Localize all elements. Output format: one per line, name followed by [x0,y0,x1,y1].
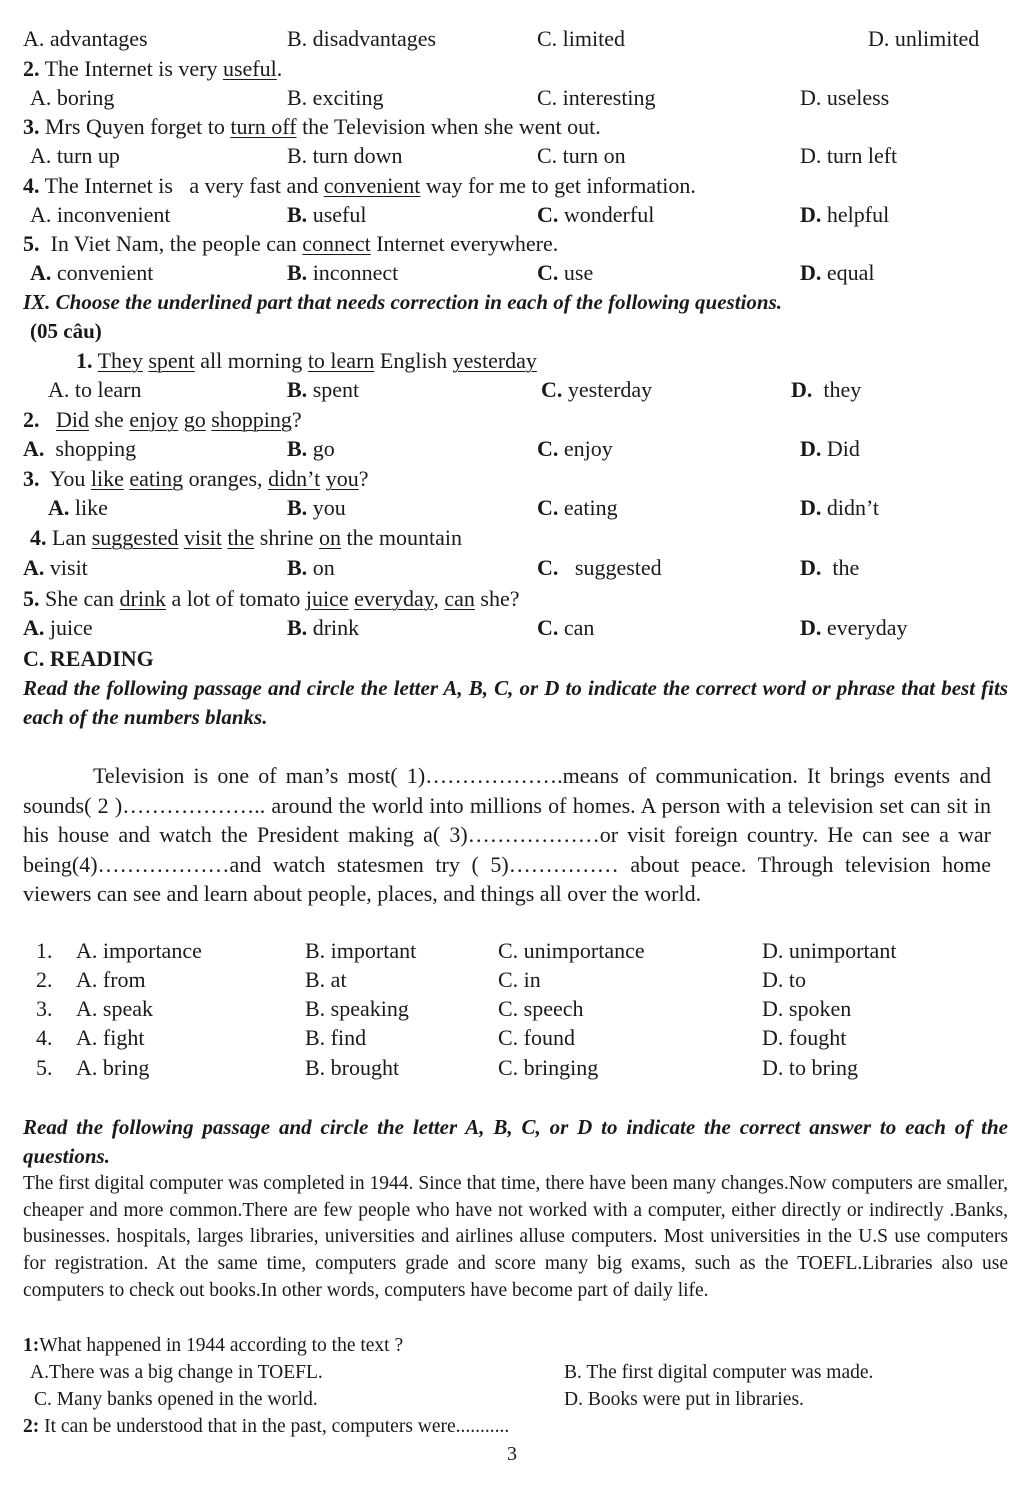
option-text: juice [44,615,93,640]
underlined-word: suggested [91,525,179,550]
q1-option-b: B. The first digital computer was made. [564,1362,874,1383]
option-letter: B. [287,495,308,520]
option-text: drink [307,615,360,640]
option-letter: A. [30,260,52,285]
option-d [800,259,875,287]
cloze-number: 5. [36,1055,53,1080]
option-letter: B. [287,202,308,227]
option-a: A. advantages [23,26,148,51]
option-letter: D. [800,202,822,227]
underlined-word: like [90,466,124,491]
stem-text: She can [39,586,120,611]
question-number: 2. [23,407,40,432]
option-d: D. turn left [800,143,898,168]
option-c [537,614,594,642]
underlined-word: Did [56,407,89,432]
option-d [800,201,889,229]
passage-2: The first digital computer was completed in 1944. Since that time, there have been many changes.Now computers are smaller, cheaper and more common.There are few people who have not worked with a computer, either directly or indirectly .Banks, businesses. hospitals, larges libraries, universities and airlines alluse computers. Most universities in the U.S use computers for registration. At the same time, computers grade and score many big exams, such as the TOEFL.Libraries also use computers to check out books.In other words, computers have become part of daily life. [23,1173,1008,1301]
stem-text: Internet everywhere. [370,231,559,256]
option-c: C. interesting [537,85,656,110]
option-d: D. unlimited [868,26,980,51]
option-a [23,435,136,463]
option-letter: D. [800,436,822,461]
underlined-word: visit [183,525,222,550]
underlined-word: you [325,466,359,491]
section-9-heading: IX. Choose the underlined part that needs correction in each of the following questions. [23,290,783,314]
option-letter: B. [287,377,308,402]
stem-text: oranges, [183,466,269,491]
stem-text: English [374,348,453,373]
option-letter: B. [287,555,308,580]
option-letter: D. [791,377,813,402]
stem-text [40,407,57,432]
option-b [287,554,335,582]
underlined-word: useful [222,56,277,81]
option-letter: C. [537,202,559,227]
underlined-word: shopping [211,407,292,432]
option-a: A. bring [76,1055,150,1080]
option-b [287,435,335,463]
question-stem [23,172,696,200]
option-b [287,376,359,404]
cloze-number: 4. [36,1025,53,1050]
stem-text: the Television when she went out. [296,114,601,139]
option-a [48,494,108,522]
stem-text: The Internet is a very fast and [39,173,324,198]
option-a: A. turn up [30,143,120,168]
option-text: Did [821,436,860,461]
option-letter: B. [287,436,308,461]
option-text: wonderful [558,202,655,227]
option-text: shopping [44,436,137,461]
stem-text: Lan [46,525,92,550]
option-c: C. bringing [498,1055,599,1080]
question-number: 4. [30,525,47,550]
question-stem [23,113,601,141]
question-number: 2. [23,56,40,81]
option-letter: D. [800,260,822,285]
stem-text: she? [474,586,520,611]
stem-text: the mountain [341,525,463,550]
option-text: go [307,436,335,461]
option-b: B. exciting [287,85,384,110]
option-letter: B. [287,260,308,285]
option-b [287,494,346,522]
underlined-word: yesterday [452,348,537,373]
option-d: D. to [762,967,806,992]
option-text: spent [307,377,360,402]
underlined-word: eating [129,466,184,491]
cloze-number: 3. [36,996,53,1021]
option-text: use [558,260,594,285]
option-a: A. boring [30,85,115,110]
option-a: A. from [76,967,146,992]
option-letter: A. [23,436,45,461]
stem-text: way for me to get information. [420,173,696,198]
option-b: B. important [305,938,417,963]
option-a: A. fight [76,1025,145,1050]
option-text: didn’t [821,495,880,520]
option-letter: C. [537,555,559,580]
underlined-word: on [319,525,342,550]
underlined-word: turn off [230,114,297,139]
option-letter: A. [23,615,45,640]
option-a: A. importance [76,938,202,963]
option-c [541,376,652,404]
option-text: on [307,555,335,580]
option-letter: D. [800,495,822,520]
option-b [287,259,398,287]
underlined-word: They [97,348,143,373]
option-c [537,435,613,463]
option-text: everyday [821,615,908,640]
cloze-number: 1. [36,938,53,963]
option-c [537,494,618,522]
option-d [800,494,879,522]
stem-text: ? [358,466,369,491]
option-text: suggested [558,555,662,580]
underlined-word: didn’t [268,466,321,491]
option-a: A. speak [76,996,153,1021]
stem-text: all morning [194,348,308,373]
question-stem [23,55,282,83]
underlined-word: juice [305,586,349,611]
option-c: C. unimportance [498,938,645,963]
option-c [537,201,654,229]
option-a [23,614,93,642]
stem-text: she [89,407,130,432]
underlined-word: everyday [354,586,434,611]
underlined-word: can [444,586,475,611]
stem-text: ? [291,407,302,432]
stem-text: a lot of tomato [165,586,306,611]
option-letter: D. [800,555,822,580]
question-1-text: What happened in 1944 according to the text ? [39,1335,404,1356]
question-2-text: It can be understood that in the past, computers were........... [39,1416,510,1437]
option-letter: A. [48,495,70,520]
question-1 [23,1333,403,1359]
option-c: C. in [498,967,541,992]
option-letter: B. [287,615,308,640]
option-c: C. turn on [537,143,626,168]
page-number: 3 [507,1443,517,1465]
option-text: enjoy [558,436,613,461]
option-c: C. limited [537,26,625,51]
option-text: equal [821,260,875,285]
option-c [537,259,593,287]
question-stem [23,406,302,434]
question-stem [23,465,368,493]
underlined-word: connect [302,231,371,256]
reading-heading: C. READING [23,646,154,671]
q1-option-a: A.There was a big change in TOEFL. [30,1362,323,1383]
option-text: they [812,377,862,402]
option-text: like [69,495,108,520]
option-b: B. find [305,1025,367,1050]
question-2 [23,1414,509,1440]
option-d: D. unimportant [762,938,897,963]
question-number: 5. [23,231,40,256]
option-a [23,554,88,582]
question-stem [76,347,537,375]
option-text: yesterday [562,377,653,402]
question-stem [23,585,520,613]
option-d [791,376,861,404]
option-text: inconnect [307,260,399,285]
option-text: eating [558,495,618,520]
option-d: D. to bring [762,1055,858,1080]
section-9-count: (05 câu) [30,319,102,343]
option-letter: A. [23,555,45,580]
option-b: B. at [305,967,347,992]
stem-text: , [433,586,445,611]
cloze-number: 2. [36,967,53,992]
option-text: can [558,615,595,640]
option-letter: C. [541,377,563,402]
reading-instruction-1: Read the following passage and circle the letter A, B, C, or D to indicate the correct word or phrase that best fits each of the numbers blanks. [23,676,1008,729]
option-text: you [307,495,346,520]
reading-instruction-2: Read the following passage and circle the letter A, B, C, or D to indicate the correct answer to each of the questions. [23,1115,1008,1168]
option-c [537,554,662,582]
option-a [30,259,153,287]
option-text: useful [307,202,367,227]
question-number: 4. [23,173,40,198]
option-d [800,554,859,582]
option-text: visit [44,555,88,580]
stem-text: Mrs Quyen forget to [39,114,231,139]
q1-option-c: C. Many banks opened in the world. [34,1389,318,1410]
underlined-word: the [227,525,255,550]
q1-option-d: D. Books were put in libraries. [564,1389,804,1410]
stem-text: The Internet is very [39,56,223,81]
underlined-word: drink [119,586,166,611]
option-text: the [821,555,860,580]
question-stem [30,524,462,552]
question-number: 5. [23,586,40,611]
option-d: D. fought [762,1025,847,1050]
option-b: B. disadvantages [287,26,437,51]
option-a: A. to learn [48,377,142,402]
option-b [287,201,366,229]
option-c: C. speech [498,996,584,1021]
question-number: 3. [23,466,40,491]
option-b: B. turn down [287,143,403,168]
option-d: D. useless [800,85,890,110]
option-c: C. found [498,1025,575,1050]
option-d [800,435,860,463]
option-b: B. brought [305,1055,400,1080]
option-text: helpful [821,202,890,227]
option-b [287,614,359,642]
stem-text: You [39,466,91,491]
stem-text: shrine [254,525,320,550]
option-letter: C. [537,615,559,640]
question-2-number: 2: [23,1416,40,1437]
question-stem [23,230,558,258]
question-number: 3. [23,114,40,139]
underlined-word: go [183,407,206,432]
option-d [800,614,908,642]
option-letter: C. [537,495,559,520]
option-letter: C. [537,436,559,461]
stem-text: In Viet Nam, the people can [39,231,303,256]
option-text: convenient [51,260,154,285]
underlined-word: to learn [307,348,375,373]
option-a: A. inconvenient [30,202,171,227]
passage-1: Television is one of man’s most( 1)……………….means of communication. It brings events and sounds( 2 )……………….. around the world into millions of homes. A person with a television set can sit in his house and watch the President making a( 3)………………or visit foreign country. He can see a war being(4)………………and watch statesmen try ( 5)…………… about peace. Through television home viewers can see and learn about people, places, and things all over the world. [23,763,991,906]
option-d: D. spoken [762,996,852,1021]
underlined-word: enjoy [129,407,179,432]
stem-text: . [276,56,283,81]
option-letter: D. [800,615,822,640]
question-1-number: 1: [23,1335,40,1356]
option-letter: C. [537,260,559,285]
underlined-word: spent [148,348,195,373]
underlined-word: convenient [323,173,421,198]
option-b: B. speaking [305,996,409,1021]
question-number: 1. [76,348,93,373]
